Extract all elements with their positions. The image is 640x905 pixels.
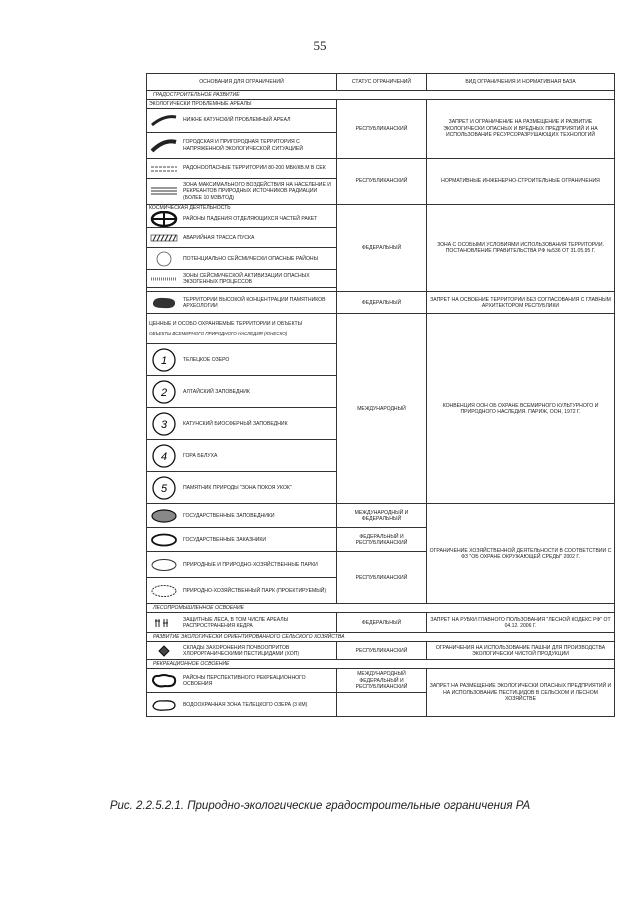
table-row <box>147 613 615 633</box>
unesco-2-icon <box>149 379 179 405</box>
table-row <box>147 292 615 314</box>
tree-marks-icon <box>149 617 179 629</box>
dotted-band-icon <box>149 275 179 283</box>
section-kosmos: КОСМИЧЕСКАЯ ДЕЯТЕЛЬНОСТЬ <box>149 205 231 211</box>
header-vid: ВИД ОГРАНИЧЕНИЯ И НОРМАТИВНАЯ БАЗА <box>427 74 615 91</box>
dashed-oval-icon <box>149 584 179 598</box>
table-row <box>147 100 615 109</box>
list-item: ПРИРОДНЫЕ И ПРИРОДНО-ХОЗЯЙСТВЕННЫЕ ПАРКИ <box>149 558 334 572</box>
status-cell: ФЕДЕРАЛЬНЫЙ <box>337 613 427 633</box>
curve-thick-icon <box>149 139 179 153</box>
status-cell: РЕСПУБЛИКАНСКИЙ <box>337 552 427 604</box>
section-rekreacia: РЕКРЕАЦИОННОЕ ОСВОЕНИЕ <box>147 660 615 669</box>
gray-oval-icon <box>149 509 179 523</box>
open-circle-icon <box>149 251 179 267</box>
svg-text:4: 4 <box>160 450 168 463</box>
open-oval-icon <box>149 558 179 572</box>
unesco-5-icon <box>149 475 179 501</box>
list-item: ВОДООХРАННАЯ ЗОНА ТЕЛЕЦКОГО ОЗЕРА (3 КМ) <box>149 698 334 712</box>
open-oval-thick-icon <box>149 533 179 547</box>
restriction-cell: ЗАПРЕТ НА ОСВОЕНИЕ ТЕРРИТОРИИ БЕЗ СОГЛАСОВАНИЯ С ГЛАВНЫМ АРХИТЕКТОРОМ РЕСПУБЛИКИ <box>427 292 615 314</box>
list-item: ГОСУДАРСТВЕННЫЕ ЗАКАЗНИКИ <box>149 533 334 547</box>
table-row <box>147 159 615 179</box>
list-item: СКЛАДЫ ЗАХОРОНЕНИЯ ПОЧВООПРИТОВ ХЛОРОРГАНИЧЕСКИМИ ПЕСТИЦИДАМИ (ХОП) <box>149 645 334 658</box>
section-osobo: ЦЕННЫЕ И ОСОБО ОХРАНЯЕМЫЕ ТЕРРИТОРИИ И ОБЪЕКТЫ <box>149 321 303 328</box>
section-row <box>147 604 615 613</box>
restriction-cell: НОРМАТИВНЫЕ ИНЖЕНЕРНО-СТРОИТЕЛЬНЫЕ ОГРАНИЧЕНИЯ <box>427 159 615 205</box>
dashed-lines-icon <box>149 164 179 174</box>
status-cell: РЕСПУБЛИКАНСКИЙ <box>337 642 427 660</box>
list-item: ПОТЕНЦИАЛЬНО СЕЙСМИЧЕСКИ ОПАСНЫЕ РАЙОНЫ <box>149 251 334 267</box>
restriction-cell: ЗАПРЕТ НА РУБКИ ГЛАВНОГО ПОЛЬЗОВАНИЯ "ЛЕСНОЙ КОДЕКС РФ" ОТ 04.12. 2006 Г. <box>427 613 615 633</box>
dark-blob-icon <box>149 296 179 310</box>
curve-symbol-icon <box>149 115 179 127</box>
list-item: РАЙОНЫ ПЕРСПЕКТИВНОГО РЕКРЕАЦИОННОГО ОСВОЕНИЯ <box>149 673 334 689</box>
table-row <box>147 314 615 344</box>
status-cell: РЕСПУБЛИКАНСКИЙ <box>337 159 427 205</box>
status-cell: МЕЖДУНАРОДНЫЙ ФЕДЕРАЛЬНЫЙ И РЕСПУБЛИКАНСКИЙ <box>337 669 427 693</box>
section-ecoproblem: ЭКОЛОГИЧЕСКИ ПРОБЛЕМНЫЕ АРЕАЛЫ <box>147 100 337 109</box>
restriction-cell: ОГРАНИЧЕНИЯ НА ИСПОЛЬЗОВАНИЕ ПАШНИ ДЛЯ ПРОИЗВОДСТВА ЭКОЛОГИЧЕСКИ ЧИСТОЙ ПРОДУКЦИИ <box>427 642 615 660</box>
restrictions-table <box>146 73 615 717</box>
table-row <box>147 642 615 660</box>
diamond-icon <box>149 645 179 657</box>
bumpy-outline-icon <box>149 673 179 689</box>
list-item: АВАРИЙНАЯ ТРАССА ПУСКА <box>149 233 334 243</box>
page-number: 55 <box>313 38 327 53</box>
svg-text:3: 3 <box>160 418 168 431</box>
status-cell: МЕЖДУНАРОДНЫЙ И ФЕДЕРАЛЬНЫЙ <box>337 504 427 528</box>
section-row <box>147 633 615 642</box>
list-item: 3 КАТУНСКИЙ БИОСФЕРНЫЙ ЗАПОВЕДНИК <box>149 411 334 437</box>
restriction-cell: КОНВЕНЦИЯ ООН ОБ ОХРАНЕ ВСЕМИРНОГО КУЛЬТУРНОГО И ПРИРОДНОГО НАСЛЕДИЯ. ПАРИЖ, ООН, 1972 Г. <box>427 314 615 504</box>
list-item: ГОСУДАРСТВЕННЫЕ ЗАПОВЕДНИКИ <box>149 509 334 523</box>
section-les: ЛЕСОПРОМЫШЛЕННОЕ ОСВОЕНИЕ <box>147 604 615 613</box>
list-item: ТЕРРИТОРИИ ВЫСОКОЙ КОНЦЕНТРАЦИИ ПАМЯТНИКОВ АРХЕОЛОГИИ <box>149 296 334 310</box>
list-item: ЗАЩИТНЫЕ ЛЕСА, В ТОМ ЧИСЛЕ АРЕАЛЫ РАСПРОСТРАНЕНИЯ КЕДРА <box>149 617 334 630</box>
list-item: ЗОНА МАКСИМАЛЬНОГО ВОЗДЕЙСТВИЯ НА НАСЕЛЕНИЕ И РЕКРЕАНТОВ ПРИРОДНЫХ ИСТОЧНИКОВ РАДИАЦИИ (БОЛЕЕ 10 МЗВ/ГОД) <box>149 182 334 201</box>
unesco-3-icon <box>149 411 179 437</box>
list-item: ГОРОДСКАЯ И ПРИГОРОДНАЯ ТЕРРИТОРИЯ С НАПРЯЖЕННОЙ ЭКОЛОГИЧЕСКОЙ СИТУАЦИЕЙ <box>149 139 334 153</box>
status-cell: ФЕДЕРАЛЬНЫЙ И РЕСПУБЛИКАНСКИЙ <box>337 528 427 552</box>
restriction-cell: ОГРАНИЧЕНИЕ ХОЗЯЙСТВЕННОЙ ДЕЯТЕЛЬНОСТИ В СООТВЕТСТВИИ С ФЗ "ОБ ОХРАНЕ ОКРУЖАЮЩЕЙ СРЕДЫ" 2002 Г. <box>427 504 615 604</box>
list-item: РАДОНООПАСНЫЕ ТЕРРИТОРИИ 80-200 МБК/КВ.М В СЕК <box>149 164 334 174</box>
restriction-cell: ЗАПРЕТ И ОГРАНИЧЕНИЕ НА РАЗМЕЩЕНИЕ И РАЗВИТИЕ ЭКОЛОГИЧЕСКИ ОПАСНЫХ И ВРЕДНЫХ ПРЕДПРИЯТИЙ И НА ИСПОЛЬЗОВАНИЕ РЕСУРСОРАЗРУШАЮЩИХ ТЕХНОЛОГИЙ <box>427 100 615 159</box>
unesco-4-icon <box>149 443 179 469</box>
status-cell: ФЕДЕРАЛЬНЫЙ <box>337 292 427 314</box>
section-row <box>147 660 615 669</box>
restriction-cell: ЗОНА С ОСОБЫМИ УСЛОВИЯМИ ИСПОЛЬЗОВАНИЯ ТЕРРИТОРИИ. ПОСТАНОВЛЕНИЕ ПРАВИТЕЛЬСТВА РФ №536 ОТ 31.05.95 Г. <box>427 205 615 292</box>
list-item: ПРИРОДНО-ХОЗЯЙСТВЕННЫЙ ПАРК (ПРОЕКТИРУЕМЫЙ) <box>149 584 334 598</box>
section-row <box>147 91 615 100</box>
section-gradostroitelnoe: ГРАДОСТРОИТЕЛЬНОЕ РАЗВИТИЕ <box>147 91 615 100</box>
section-selhoz: РАЗВИТИЕ ЭКОЛОГИЧЕСКИ ОРИЕНТИРОВАННОГО СЕЛЬСКОГО ХОЗЯЙСТВА <box>147 633 615 642</box>
section-unesco: ОБЪЕКТЫ ВСЕМИРНОГО ПРИРОДНОГО НАСЛЕДИЯ (ЮНЕСКО) <box>149 330 288 336</box>
crossed-circle-icon <box>149 211 179 227</box>
unesco-1-icon <box>149 347 179 373</box>
list-item: ЗОНЫ СЕЙСМИЧЕСКОЙ АКТИВИЗАЦИИ ОПАСНЫХ ЭКЗОГЕННЫХ ПРОЦЕССОВ <box>149 273 334 286</box>
table-header-row <box>147 74 615 91</box>
status-cell: ФЕДЕРАЛЬНЫЙ <box>337 205 427 292</box>
svg-text:1: 1 <box>160 354 168 367</box>
table-row <box>147 504 615 528</box>
table-row <box>147 205 615 228</box>
status-cell: МЕЖДУНАРОДНЫЙ <box>337 314 427 504</box>
figure-caption: Рис. 2.2.5.2.1. Природно-экологические градостроительные ограничения РА <box>109 800 531 812</box>
svg-text:5: 5 <box>160 482 168 495</box>
list-item: 5 ПАМЯТНИК ПРИРОДЫ "ЗОНА ПОКОЯ УКОК" <box>149 475 334 501</box>
restriction-cell: ЗАПРЕТ НА РАЗМЕЩЕНИЕ ЭКОЛОГИЧЕСКИ ОПАСНЫХ ПРЕДПРИЯТИЙ И НА ИСПОЛЬЗОВАНИЕ ПЕСТИЦИДОВ В СЕЛЬСКОМ И ЛЕСНОМ ХОЗЯЙСТВЕ <box>427 669 615 717</box>
status-cell: РЕСПУБЛИКАНСКИЙ <box>337 100 427 159</box>
diagonal-hatch-icon <box>149 233 179 243</box>
hatched-lines-icon <box>149 186 179 196</box>
list-item: 2 АЛТАЙСКИЙ ЗАПОВЕДНИК <box>149 379 334 405</box>
svg-text:2: 2 <box>160 386 168 399</box>
list-item: 1 ТЕЛЕЦКОЕ ОЗЕРО <box>149 347 334 373</box>
header-status: СТАТУС ОГРАНИЧЕНИЙ <box>337 74 427 91</box>
list-item: 4 ГОРА БЕЛУХА <box>149 443 334 469</box>
table-row <box>147 669 615 693</box>
header-osnovania: ОСНОВАНИЯ ДЛЯ ОГРАНИЧЕНИЙ <box>147 74 337 91</box>
list-item: НИЖНЕ КАТУНСКИЙ ПРОБЛЕМНЫЙ АРЕАЛ <box>149 115 334 127</box>
list-item: РАЙОНЫ ПАДЕНИЯ ОТДЕЛЯЮЩИХСЯ ЧАСТЕЙ РАКЕТ <box>149 211 334 227</box>
lake-outline-icon <box>149 698 179 712</box>
